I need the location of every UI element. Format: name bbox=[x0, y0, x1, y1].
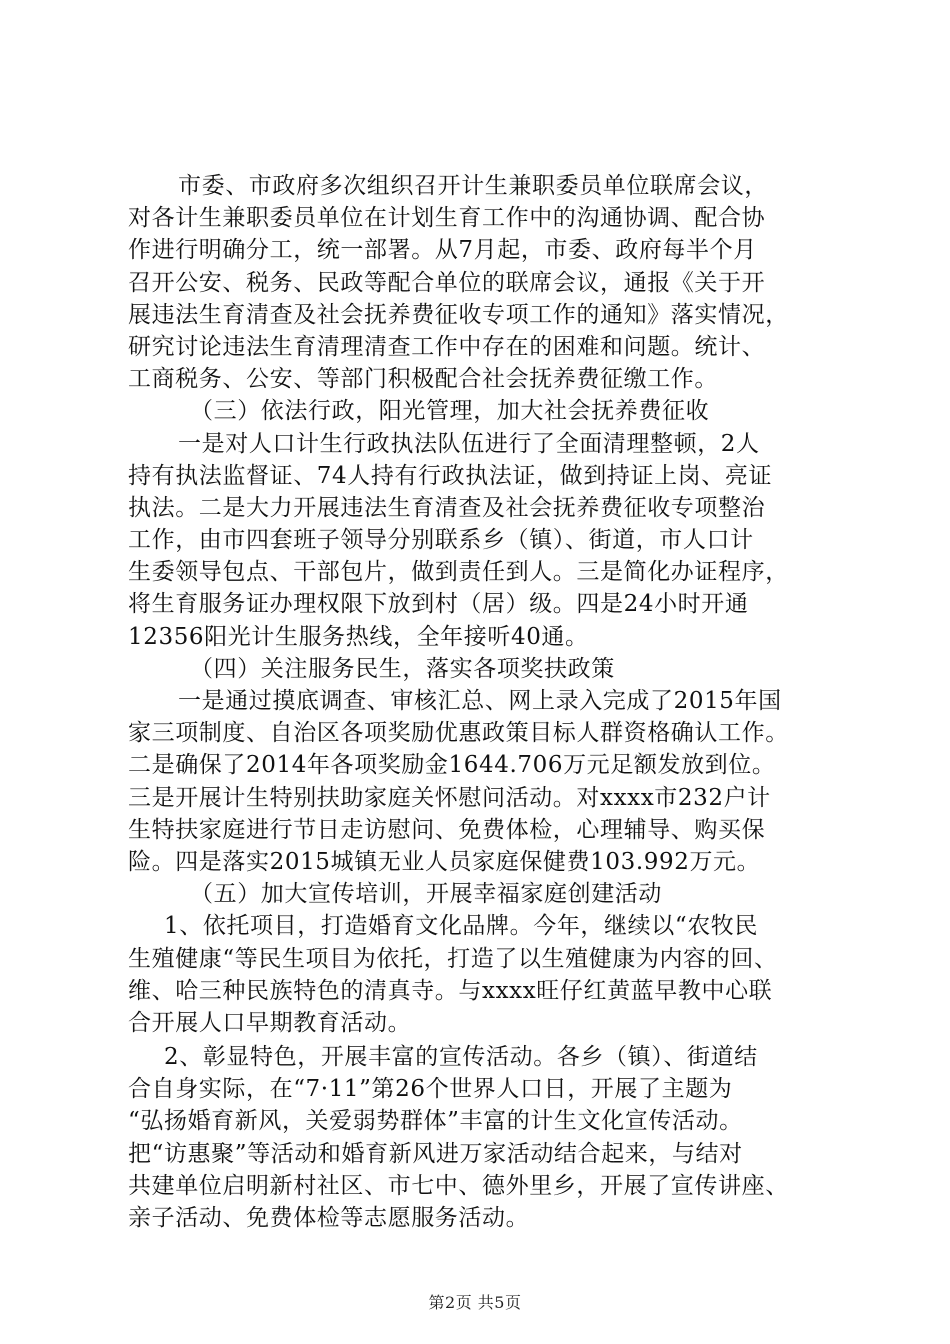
paragraph-line: 一是通过摸底调查、审核汇总、网上录入完成了2015年国 bbox=[178, 688, 782, 714]
paragraph-line: 三是开展计生特别扶助家庭关怀慰问活动。对xxxx市232户计 bbox=[128, 784, 771, 811]
paragraph-line: 险。四是落实2015城镇无业人员家庭保健费103.992万元。 bbox=[128, 848, 761, 875]
paragraph-line: 执法。二是大力开展违法生育清查及社会抚养费征收专项整治 bbox=[128, 494, 766, 521]
paragraph-line: 合开展人口早期教育活动。 bbox=[128, 1009, 412, 1036]
paragraph-line: 共建单位启明新村社区、市七中、德外里乡，开展了宣传讲座、 bbox=[128, 1172, 789, 1199]
paragraph-line: “弘扬婚育新风，关爱弱势群体”丰富的计生文化宣传活动。 bbox=[128, 1108, 743, 1135]
paragraph-line: 亲子活动、免费体检等志愿服务活动。 bbox=[128, 1205, 530, 1231]
page-number-footer: 第2页 共5页 bbox=[428, 1293, 522, 1312]
paragraph-line: 市委、市政府多次组织召开计生兼职委员单位联席会议， bbox=[178, 173, 768, 199]
paragraph-line: 将生育服务证办理权限下放到村（居）级。四是24小时开通 bbox=[128, 591, 749, 618]
paragraph-line: 召开公安、税务、民政等配合单位的联席会议，通报《关于开 bbox=[128, 269, 766, 296]
paragraph-line: 1、依托项目，打造婚育文化品牌。今年，继续以“农牧民 bbox=[164, 913, 758, 940]
paragraph-line: 研究讨论违法生育清理清查工作中存在的困难和问题。统计、 bbox=[128, 333, 766, 360]
paragraph-line: 工商税务、公安、等部门积极配合社会抚养费征缴工作。 bbox=[128, 366, 718, 393]
paragraph-line: 二是确保了2014年各项奖励金1644.706万元足额发放到位。 bbox=[128, 752, 776, 779]
paragraph-line: 合自身实际，在“7·11”第26个世界人口日，开展了主题为 bbox=[128, 1076, 733, 1103]
paragraph-line: 2、彰显特色，开展丰富的宣传活动。各乡（镇）、街道结 bbox=[164, 1044, 758, 1071]
paragraph-line: 12356阳光计生服务热线，全年接听40通。 bbox=[128, 623, 589, 650]
paragraph-line: 生殖健康“等民生项目为依托，打造了以生殖健康为内容的回、 bbox=[128, 945, 778, 972]
paragraph-line: 生特扶家庭进行节日走访慰问、免费体检，心理辅导、购买保 bbox=[128, 816, 766, 843]
paragraph-line: 持有执法监督证、74人持有行政执法证，做到持证上岗、亮证 bbox=[128, 462, 773, 489]
paragraph-line: 生委领导包点、干部包片，做到责任到人。三是简化办证程序， bbox=[128, 559, 789, 586]
paragraph-line: 工作，由市四套班子领导分别联系乡（镇）、街道，市人口计 bbox=[128, 527, 754, 554]
paragraph-line: 作进行明确分工，统一部署。从7月起，市委、政府每半个月 bbox=[128, 237, 757, 264]
paragraph-line: 一是对人口计生行政执法队伍进行了全面清理整顿，2人 bbox=[178, 430, 760, 457]
section-heading: （四）关注服务民生，落实各项奖扶政策 bbox=[190, 655, 615, 682]
section-heading: （三）依法行政，阳光管理，加大社会抚养费征收 bbox=[190, 398, 710, 425]
document-body bbox=[128, 170, 828, 1234]
paragraph-line: 家三项制度、自治区各项奖励优惠政策目标人群资格确认工作。 bbox=[128, 720, 789, 747]
paragraph-line: 维、哈三种民族特色的清真寺。与xxxx旺仔红黄蓝早教中心联 bbox=[128, 977, 773, 1004]
paragraph-line: 把“访惠聚”等活动和婚育新风进万家活动结合起来，与结对 bbox=[128, 1140, 743, 1167]
section-heading: （五）加大宣传培训，开展幸福家庭创建活动 bbox=[190, 881, 662, 908]
paragraph-line: 对各计生兼职委员单位在计划生育工作中的沟通协调、配合协 bbox=[128, 205, 766, 232]
paragraph-line: 展违法生育清查及社会抚养费征收专项工作的通知》落实情况， bbox=[128, 301, 789, 328]
